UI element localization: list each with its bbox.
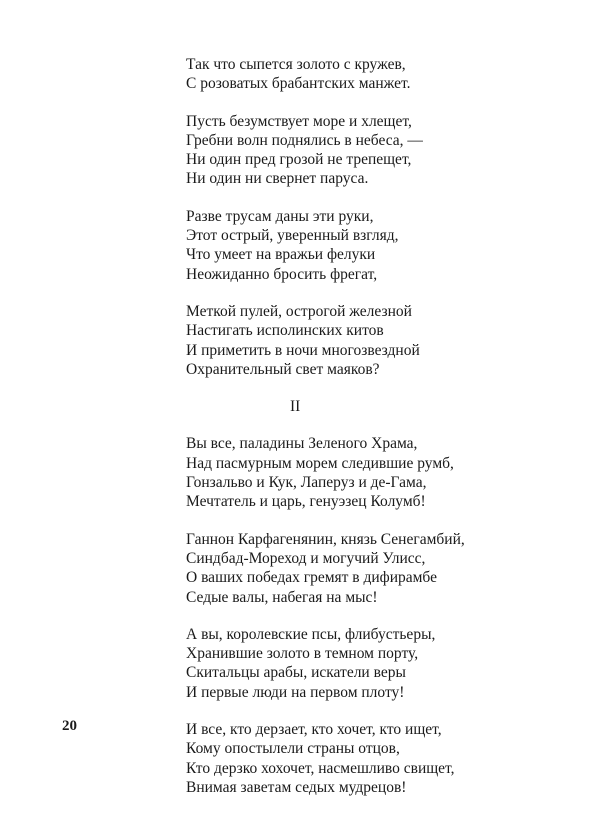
stanza: [186, 434, 506, 511]
section-numeral: II: [290, 398, 301, 416]
verse-line: Хранившие золото в темном порту,: [186, 645, 419, 663]
stanza: [186, 112, 506, 189]
verse-line: Этот острый, уверенный взгляд,: [186, 227, 399, 245]
verse-line: О ваших победах гремят в дифирамбе: [186, 569, 437, 587]
verse-line: Внимая заветам седых мудрецов!: [186, 778, 407, 796]
verse-line: Седые валы, набегая на мыс!: [186, 588, 378, 606]
verse-line: Ганнон Карфагенянин, князь Сенегамбий,: [186, 530, 465, 548]
verse-line: Мечтатель и царь, генуэзец Колумб!: [186, 493, 426, 511]
verse-line: А вы, королевские псы, флибустьеры,: [186, 625, 436, 643]
verse-line: Скитальцы арабы, искатели веры: [186, 664, 406, 682]
verse-line: И все, кто дерзает, кто хочет, кто ищет,: [186, 721, 442, 739]
verse-line: Ни один ни свернет паруса.: [186, 170, 369, 188]
verse-line: Настигать исполинских китов: [186, 322, 384, 340]
stanza: [186, 625, 506, 702]
verse-line: Что умеет на вражьи фелуки: [186, 246, 376, 264]
verse-line: Ни один пред грозой не трепещет,: [186, 151, 412, 169]
verse-line: Разве трусам даны эти руки,: [186, 207, 374, 225]
verse-line: И первые люди на первом плоту!: [186, 683, 405, 701]
verse-line: Гребни волн поднялись в небеса, —: [186, 131, 423, 149]
stanza: [186, 207, 506, 284]
verse-line: Кто дерзко хохочет, насмешливо свищет,: [186, 759, 455, 777]
poem-part-one: [186, 55, 506, 379]
verse-line: С розоватых брабантских манжет.: [186, 75, 411, 93]
stanza: [186, 720, 506, 797]
page-number: 20: [62, 718, 77, 734]
stanza: [186, 530, 506, 607]
verse-line: Неожиданно бросить фрегат,: [186, 265, 378, 283]
verse-line: Над пасмурным морем следившие румб,: [186, 454, 454, 472]
verse-line: Гонзальво и Кук, Лаперуз и де-Гама,: [186, 474, 427, 492]
verse-line: Меткой пулей, острогой железной: [186, 302, 412, 320]
stanza: [186, 302, 506, 379]
verse-line: Синдбад-Мореход и могучий Улисс,: [186, 549, 426, 567]
poem-part-two: [186, 434, 506, 797]
verse-line: Вы все, паладины Зеленого Храма,: [186, 435, 418, 453]
verse-line: Пусть безумствует море и хлещет,: [186, 112, 412, 130]
stanza: [186, 55, 506, 94]
verse-line: И приметить в ночи многозвездной: [186, 341, 420, 359]
verse-line: Так что сыпется золото с кружев,: [186, 56, 406, 73]
verse-line: Охранительный свет маяков?: [186, 360, 380, 378]
verse-line: Кому опостылели страны отцов,: [186, 740, 400, 758]
poem: [186, 55, 506, 815]
